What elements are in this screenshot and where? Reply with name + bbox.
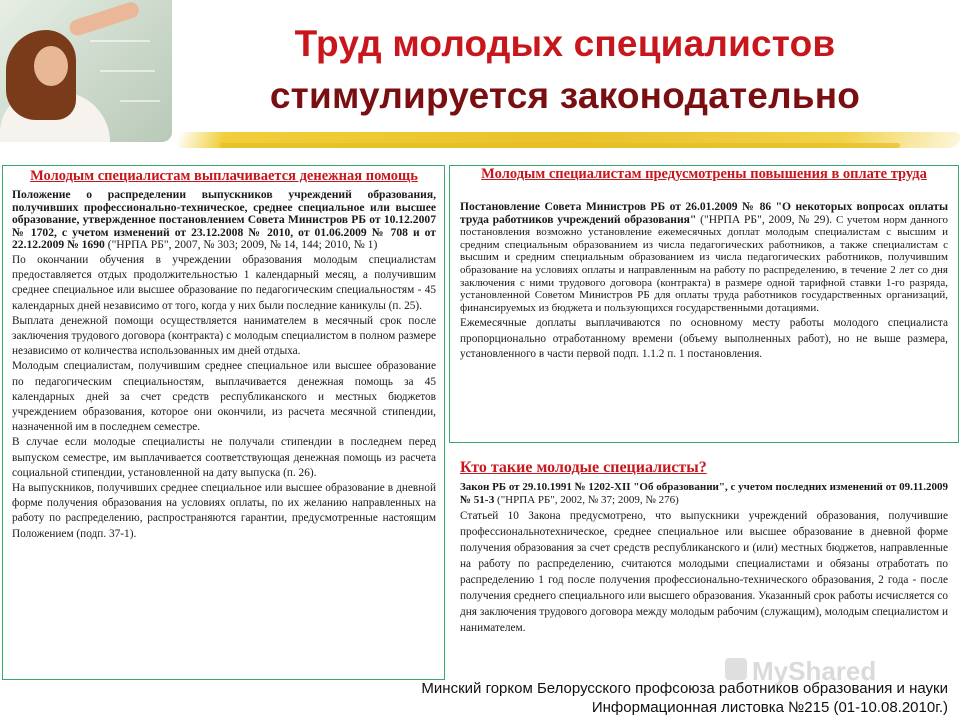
panel-who-are-young-specialists [449, 458, 959, 680]
teacher-arm [68, 0, 141, 37]
chalk-line [90, 40, 150, 42]
yellow-brush-underline-thin [220, 143, 900, 148]
paragraph: Статьей 10 Закона предусмотрено, что выпускники учреждений образования, получившие профессиональнотехническое, среднее специальное или высшее образование в дневной форме получения образования за счет средств республиканского и (или) местных бюджетов, направленные на работу по распределению, считаются молодыми специалистами и обязаны отработать по распределению 1 год после получения профессионально-технического образования, 2 года - после получения среднего специального или высшего образования. Указанный срок работы исчисляется со дня заключения трудового договора между молодым рабочим (служащим), молодым специалистом и нанимателем. [460, 510, 948, 635]
teacher-face [34, 46, 68, 86]
paragraph: Ежемесячные доплаты выплачиваются по основному месту работы молодого специалиста пропорционально отработанному времени (объему выполненных работ), но не выше размера, установленного в части первой подп. 1.1.2 п. 1 постановления. [460, 317, 948, 360]
panel-money-help [2, 165, 445, 680]
law-source: ("НРПА РБ", 2002, № 37; 2009, № 276) [494, 493, 679, 506]
paragraph: На выпускников, получивших среднее специальное или высшее образование в дневной форме получения образования на условиях оплаты, по их желанию направленных на работу по распределению, распространяются гарантии, предусмотренные настоящим Положением (подп. 37-1). [12, 482, 436, 540]
panel-heading: Кто такие молодые специалисты? [460, 459, 707, 476]
footer-line-1: Минский горком Белорусского профсоюза работников образования и науки [421, 680, 948, 697]
teacher-photo [0, 0, 172, 142]
paragraph: Молодым специалистам, получившим среднее специальное или высшее образование по педагогическим специальностям, выплачивается денежная помощь за 45 календарных дней за счет средств республиканского и местных бюджетов учреждением образования, которое они окончили, из расчета месячной стипендии, назначенной им в последнем семестре. [12, 360, 436, 434]
chalk-line [100, 70, 155, 72]
watermark-icon [725, 658, 747, 680]
paragraph: В случае если молодые специалисты не получали стипендии в последнем перед выпуском семестре, им выплачивается соответствующая денежная помощь из расчета социальной стипендии, установленной на дату выпуска (п. 26). [12, 436, 436, 479]
paragraph: С учетом норм данного постановления возможно установление ежемесячных доплат молодым специалистам с высшим и средним специальным образованием из числа педагогических работников, а также специалистам с высшим и средним специальным образованием из числа педагогических работников, получившим образование на условиях оплаты и направленным на работу по распределению, в течение 2 лет со дня заключения с ними трудового договора (контракта) в размере одной тарифной ставки 1-го разряда, установленной Советом Министров РБ для оплаты труда работников государственных организаций, финансируемых из бюджета и пользующихся государственными дотациями. [460, 213, 948, 314]
law-reference [460, 201, 948, 314]
paragraph: Выплата денежной помощи осуществляется нанимателем в месячный срок после заключения трудового договора (контракта) с молодым специалистом в полном размере независимо от количества использованных им дней отдыха. [12, 314, 436, 358]
law-reference [12, 189, 436, 252]
law-reference [460, 481, 948, 506]
law-title: Положение о распределении выпускников учреждений образования, получивших профессионально-техническое, среднее специальное или высшее образование, утвержденное постановлением Совета Министров РБ от 10.12.2007 № 1702, с учетом изменений от 23.12.2008 № 2010, от 01.06.2009 № 708 и от 22.12.2009 № 1690 [12, 188, 436, 252]
panel-heading: Молодым специалистам предусмотрены повышения в оплате труда [481, 166, 927, 182]
panel-pay-increase [449, 165, 959, 443]
law-title: Закон РБ от 29.10.1991 № 1202-XII "Об образовании", с учетом последних изменений от 09.11.2009 № 51-З [460, 481, 948, 506]
panel-heading: Молодым специалистам выплачивается денежная помощь [30, 168, 418, 184]
watermark: MyShared [752, 656, 877, 686]
law-title: Постановление Совета Министров РБ от 26.01.2009 № 86 "О некоторых вопросах оплаты труда работников учреждений образования" [460, 200, 948, 226]
paragraph: По окончании обучения в учреждении образования молодым специалистам предоставляется отдых продолжительностью 1 календарный месяц, а получившим среднее специальное или высшее образование по педагогическим специальностям - 45 календарных дней независимо от того, когда у них были последние каникулы (п. 25). [12, 253, 436, 312]
title-line-1: Труд молодых специалистов [294, 23, 836, 64]
law-source: ("НРПА РБ", 2007, № 303; 2009, № 14, 144; 2010, № 1) [104, 238, 378, 252]
law-source: ("НРПА РБ", 2009, № 29). [696, 212, 836, 226]
page-title [180, 18, 950, 122]
title-line-2: стимулируется законодательно [269, 75, 861, 116]
footer [421, 679, 948, 717]
footer-line-2: Информационная листовка №215 (01-10.08.2010г.) [591, 699, 948, 716]
chalk-line [120, 100, 160, 102]
